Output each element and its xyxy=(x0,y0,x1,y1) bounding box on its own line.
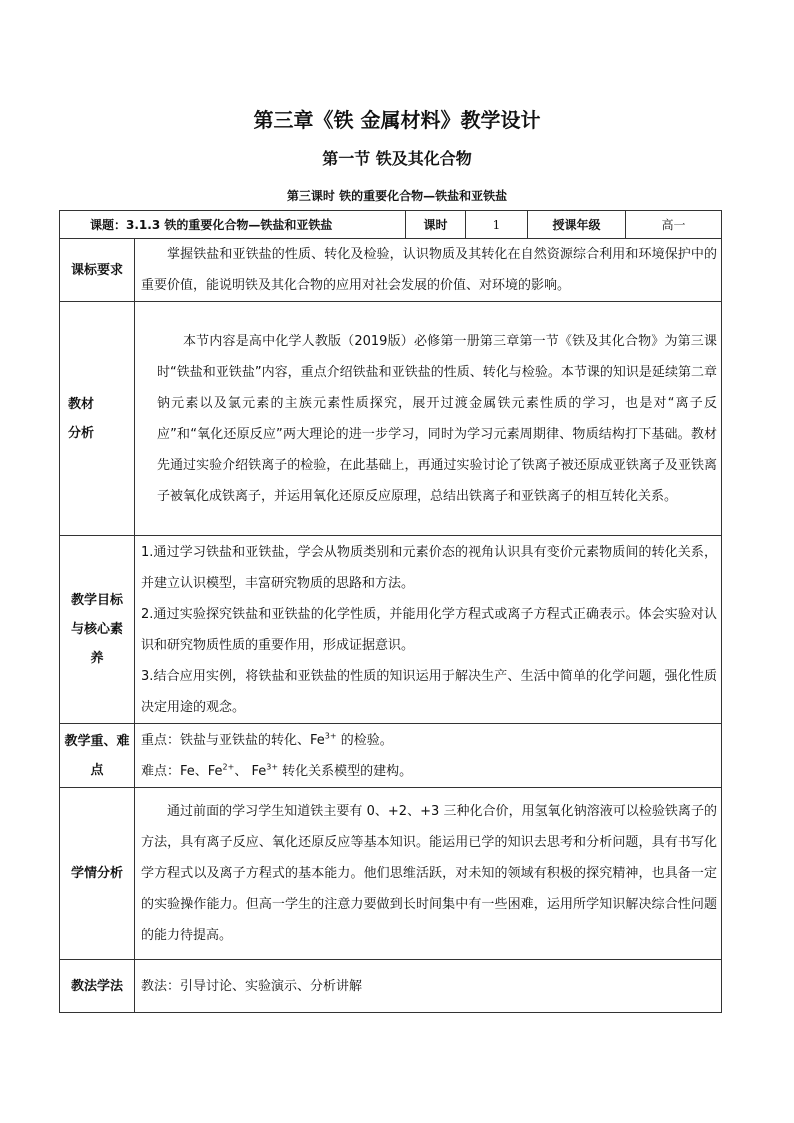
row-key-points xyxy=(60,724,722,788)
row-goals xyxy=(60,536,722,724)
textbook-text: 本节内容是高中化学人教版（2019版）必修第一册第三章第一节《铁及其化合物》为第三课时“铁盐和亚铁盐”内容，重点介绍铁盐和亚铁盐的性质、转化与检验。本节课的知识是延续第二章钠元素以及氯元素的主族元素性质探究，展开过渡金属铁元素性质的学习，也是对“离子反应”和“氧化还原反应”两大理论的进一步学习，同时为学习元素周期律、物质结构打下基础。教材先通过实验介绍铁离子的检验，在此基础上，再通过实验讨论了铁离子被还原成亚铁离子及亚铁离子被氧化成铁离子，并运用氧化还原反应原理，总结出铁离子和亚铁离子的相互转化关系。 xyxy=(157,333,717,504)
grade-label: 授课年级 xyxy=(528,211,626,239)
methods-cell xyxy=(135,960,722,1013)
key-point-line: 重点：铁盐与亚铁盐的转化、$Fe^{3+}$ 的检验。 xyxy=(141,731,393,748)
standards-cell xyxy=(135,239,722,302)
standards-text: 掌握铁盐和亚铁盐的性质、转化及检验，认识物质及其转化在自然资源综合利用和环境保护中的重要价值，能说明铁及其化合物的应用对社会发展的价值、对环境的影响。 xyxy=(141,247,717,293)
row-methods xyxy=(60,960,722,1013)
goal-item-3: 3.结合应用实例，将铁盐和亚铁盐的性质的知识运用于解决生产、生活中简单的化学问题，强化性质决定用途的观念。 xyxy=(141,668,717,715)
row-textbook xyxy=(60,302,722,536)
period-value: 1 xyxy=(466,211,528,239)
lesson-title: 第三课时 铁的重要化合物—铁盐和亚铁盐 xyxy=(286,189,508,203)
header-row xyxy=(60,211,722,239)
key-points-label-line2: 点 xyxy=(90,762,104,778)
course-label: 课题： xyxy=(90,218,127,232)
goals-label-line2: 与核心素 xyxy=(70,622,123,637)
textbook-label xyxy=(60,302,135,536)
students-cell xyxy=(135,788,722,960)
students-text: 通过前面的学习学生知道铁主要有 0、+2、+3 三种化合价，用氢氧化钠溶液可以检验铁离子的方法，具有离子反应、氧化还原反应等基本知识。能运用已学的知识去思考和分析问题，具有书写化学方程式以及离子方程式的基本能力。他们思维活跃，对未知的领域有积极的探究精神，也具备一定的实验操作能力。但高一学生的注意力要做到长时间集中有一些困难，运用所学知识解决综合性问题的能力待提高。 xyxy=(141,804,717,943)
goals-label-line1: 教学目标 xyxy=(70,593,123,608)
textbook-label-line1: 教材 xyxy=(68,396,95,412)
goals-cell xyxy=(135,536,722,724)
row-students xyxy=(60,788,722,960)
goals-label-line3: 养 xyxy=(90,651,104,666)
goals-label xyxy=(60,536,135,724)
lesson-plan-table xyxy=(59,210,722,1013)
course-cell xyxy=(60,211,406,239)
document-title: 第三章《铁 金属材料》教学设计 xyxy=(253,108,541,132)
grade-value: 高一 xyxy=(626,211,722,239)
difficulty-line: 难点：Fe、$Fe^{2+}$、 $Fe^{3+}$ 转化关系模型的建构。 xyxy=(141,762,413,779)
section-subtitle: 第一节 铁及其化合物 xyxy=(322,149,472,168)
textbook-cell xyxy=(135,302,722,536)
goal-item-2: 2.通过实验探究铁盐和亚铁盐的化学性质，并能用化学方程式或离子方程式正确表示。体会实验对认识和研究物质性质的重要作用，形成证据意识。 xyxy=(141,606,717,653)
standards-label: 课标要求 xyxy=(60,239,135,302)
row-standards xyxy=(60,239,722,302)
methods-text: 教法：引导讨论、实验演示、分析讲解 xyxy=(141,978,363,994)
students-label: 学情分析 xyxy=(60,788,135,960)
methods-label: 教法学法 xyxy=(60,960,135,1013)
textbook-label-line2: 分析 xyxy=(68,425,95,441)
goal-item-1: 1.通过学习铁盐和亚铁盐，学会从物质类别和元素价态的视角认识具有变价元素物质间的转化关系，并建立认识模型，丰富研究物质的思路和方法。 xyxy=(141,544,717,591)
key-points-label-line1: 教学重、难 xyxy=(64,733,130,749)
period-label: 课时 xyxy=(406,211,466,239)
key-points-cell xyxy=(135,724,722,788)
key-points-label xyxy=(60,724,135,788)
course-value: 3.1.3 铁的重要化合物—铁盐和亚铁盐 xyxy=(126,218,333,232)
